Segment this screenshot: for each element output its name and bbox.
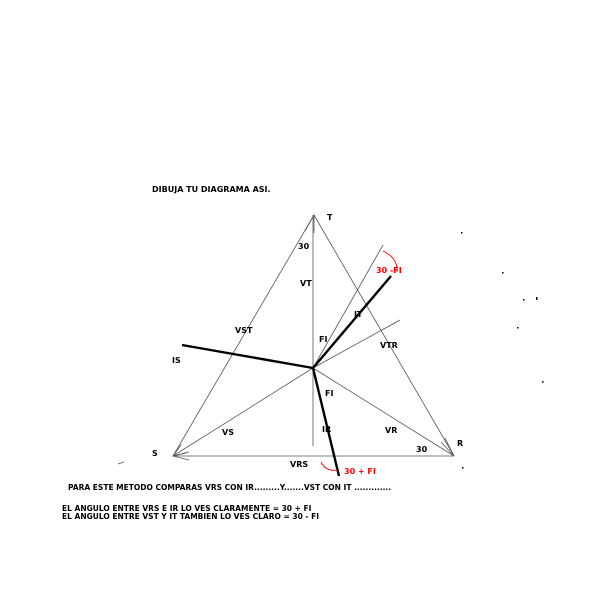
current-ir bbox=[313, 368, 339, 476]
stray-mark bbox=[461, 232, 463, 234]
stray-mark bbox=[536, 297, 538, 300]
angle-plus-label: 30 + FI bbox=[344, 467, 376, 476]
label-fi-upper: FI bbox=[319, 335, 328, 344]
stray-mark bbox=[462, 467, 464, 469]
label-30-top: 30 bbox=[298, 242, 310, 251]
label-fi-lower: FI bbox=[325, 389, 334, 398]
label-30-right: 30 bbox=[416, 445, 428, 454]
label-is: IS bbox=[172, 356, 181, 365]
stray-mark bbox=[118, 462, 124, 464]
phasor-vr bbox=[313, 368, 454, 456]
stray-mark bbox=[502, 272, 504, 274]
diagram-heading: DIBUJA TU DIAGRAMA ASI. bbox=[152, 185, 271, 194]
vertex-t-label: T bbox=[327, 213, 333, 222]
vertex-r-label: R bbox=[457, 439, 464, 448]
stray-mark bbox=[517, 327, 519, 329]
label-vs: VS bbox=[222, 428, 234, 437]
angle-minus-label: 30 -FI bbox=[376, 266, 402, 275]
label-ir: IR bbox=[322, 425, 332, 434]
note-line-2: EL ANGULO ENTRE VRS E IR LO VES CLARAMENTE = 30 + FI bbox=[62, 504, 312, 513]
current-it bbox=[313, 276, 391, 368]
aux-line-upper bbox=[313, 245, 383, 368]
label-vrs: VRS bbox=[290, 460, 309, 469]
stray-mark bbox=[523, 299, 525, 301]
label-vtr: VTR bbox=[380, 341, 398, 350]
note-line-3: EL ANGULO ENTRE VST Y IT TAMBIEN LO VES CLARO = 30 - FI bbox=[62, 512, 320, 521]
stray-mark bbox=[542, 381, 544, 383]
vertex-s-label: S bbox=[152, 449, 158, 458]
label-vt: VT bbox=[300, 279, 312, 288]
line-vst bbox=[173, 215, 314, 456]
current-is bbox=[182, 345, 313, 368]
phasor-vs bbox=[173, 368, 313, 456]
note-line-1: PARA ESTE METODO COMPARAS VRS CON IR.........Y.......VST CON IT ............. bbox=[68, 483, 392, 492]
label-it: IT bbox=[354, 310, 363, 319]
label-vst: VST bbox=[235, 326, 253, 335]
label-vr: VR bbox=[385, 426, 398, 435]
